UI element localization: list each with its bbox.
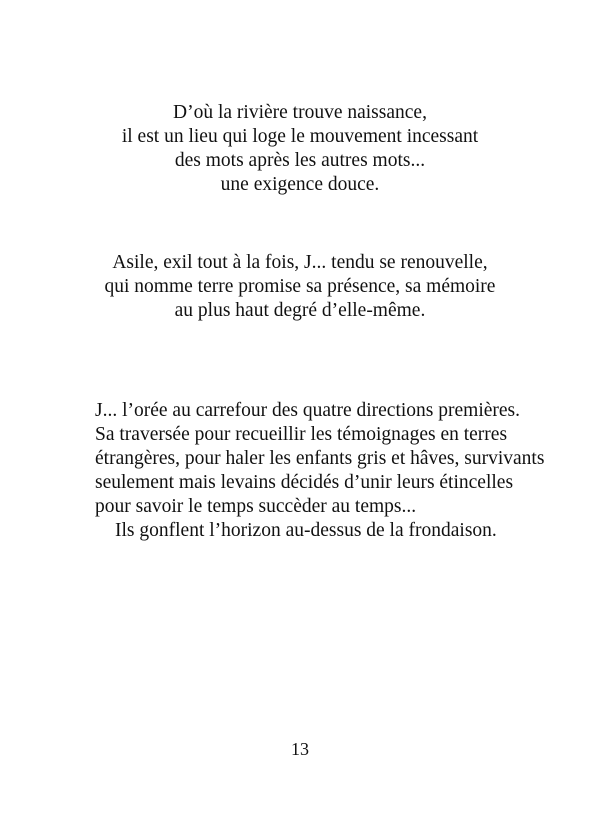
stanza-1-line-1: D’où la rivière trouve naissance, [173, 102, 427, 123]
stanza-3-line-1: J... l’orée au carrefour des quatre directions premières. [95, 400, 521, 421]
stanza-3 [95, 399, 545, 543]
stanza-1-line-4: une exigence douce. [220, 174, 380, 195]
stanza-2-line-2: qui nomme terre promise sa présence, sa mémoire [104, 276, 496, 297]
stanza-2 [0, 251, 600, 323]
stanza-3-line-5: pour savoir le temps succèder au temps... [95, 496, 417, 517]
stanza-3-line-3: étrangères, pour haler les enfants gris et hâves, survivants [95, 448, 545, 469]
stanza-2-line-1: Asile, exil tout à la fois, J... tendu se renouvelle, [112, 252, 488, 273]
stanza-3-line-2: Sa traversée pour recueillir les témoignages en terres [95, 424, 508, 445]
stanza-3-line-6: Ils gonflent l’horizon au-dessus de la frondaison. [115, 520, 497, 541]
stanza-1-line-3: des mots après les autres mots... [174, 150, 426, 171]
stanza-1-line-2: il est un lieu qui loge le mouvement incessant [121, 126, 479, 147]
page-number: 13 [291, 739, 309, 759]
stanza-1 [0, 101, 600, 197]
stanza-2-line-3: au plus haut degré d’elle-même. [174, 300, 426, 321]
stanza-3-line-4: seulement mais levains décidés d’unir leurs étincelles [95, 472, 514, 493]
